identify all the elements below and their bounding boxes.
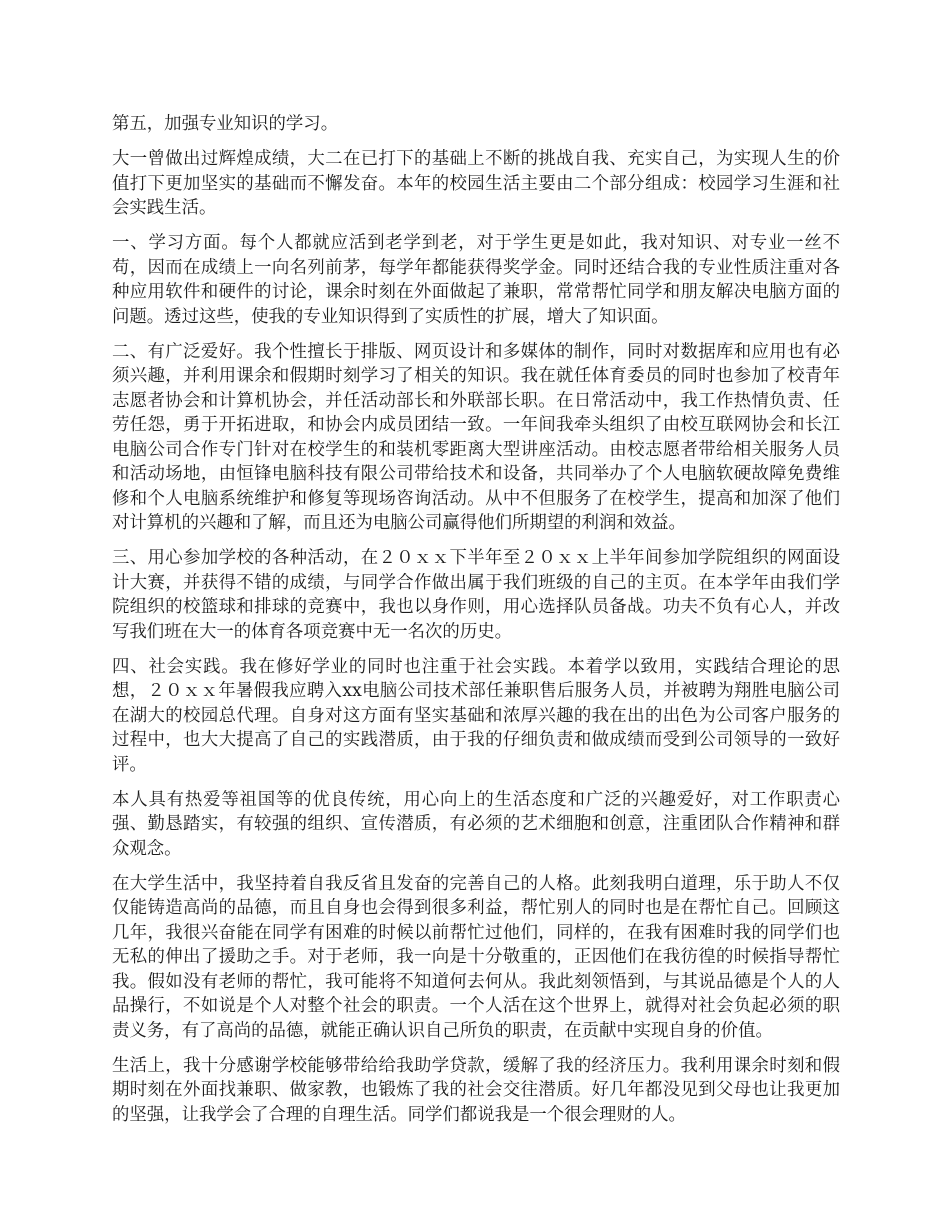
document-page [112, 112, 840, 1138]
paragraph-college-life: 在大学生活中，我坚持着自我反省且发奋的完善自己的人格。此刻我明白道理，乐于助人不仅仅能铸造高尚的品德，而且自身也会得到很多利益，帮忙别人的同时也是在帮忙自己。回顾这几年，我很兴奋能在同学有困难的时候以前帮忙过他们，同样的，在我有困难时我的同学们也无私的伸出了援助之手。对于老师，我一向是十分敬重的，正因他们在我彷徨的时候指导帮忙我。假如没有老师的帮忙，我可能将不知道何去何从。我此刻领悟到，与其说品德是个人的人品操行，不如说是个人对整个社会的职责。一个人活在这个世界上，就得对社会负起必须的职责义务，有了高尚的品德，就能正确认识自己所负的职责，在贡献中实现自身的价值。 [112, 873, 840, 1041]
paragraph-heading-fifth: 第五，加强专业知识的学习。 [112, 114, 339, 134]
paragraph-personal-traits: 本人具有热爱等祖国等的优良传统，用心向上的生活态度和广泛的兴趣爱好，对工作职责心强、勤恳踏实，有较强的组织、宣传潜质，有必须的艺术细胞和创意，注重团队合作精神和群众观念。 [112, 789, 840, 859]
paragraph-study: 一、学习方面。每个人都就应活到老学到老，对于学生更是如此，我对知识、对专业一丝不苟，因而在成绩上一向名列前茅，每学年都能获得奖学金。同时还结合我的专业性质注重对各种应用软件和硬件的讨论，课余时刻在外面做起了兼职，常常帮忙同学和朋友解决电脑方面的问题。透过这些，使我的专业知识得到了实质性的扩展，增大了知识面。 [112, 233, 840, 327]
paragraph-intro: 大一曾做出过辉煌成绩，大二在已打下的基础上不断的挑战自我、充实自己，为实现人生的价值打下更加坚实的基础而不懈发奋。本年的校园生活主要由二个部分组成：校园学习生涯和社会实践生活。 [112, 149, 840, 218]
paragraph-hobbies: 二、有广泛爱好。我个性擅长于排版、网页设计和多媒体的制作，同时对数据库和应用也有必须兴趣，并利用课余和假期时刻学习了相关的知识。我在就任体育委员的同时也参加了校青年志愿者协会和计算机协会，并任活动部长和外联部长职。在日常活动中，我工作热情负责、任劳任怨，勇于开拓进取，和协会内成员团结一致。一年间我牵头组织了由校互联网协会和长江电脑公司合作专门针对在校学生的和装机零距离大型讲座活动。由校志愿者带给相关服务人员和活动场地，由恒锋电脑科技有限公司带给技术和设备，共同举办了个人电脑软硬故障免费维修和个人电脑系统维护和修复等现场咨询活动。从中不但服务了在校学生，提高和加深了他们对计算机的兴趣和了解，而且还为电脑公司赢得他们所期望的利润和效益。 [112, 341, 840, 533]
paragraph-social-practice: 四、社会实践。我在修好学业的同时也注重于社会实践。本着学以致用，实践结合理论的思想，２０ｘｘ年暑假我应聘入xx电脑公司技术部任兼职售后服务人员，并被聘为翔胜电脑公司在湖大的校园总代理。自身对这方面有坚实基础和浓厚兴趣的我在出的出色为公司客户服务的过程中，也大大提高了自己的实践潜质，由于我的仔细负责和做成绩而受到公司领导的一致好评。 [112, 656, 840, 775]
paragraph-activities: 三、用心参加学校的各种活动，在２０ｘｘ下半年至２０ｘｘ上半年间参加学院组织的网面设计大赛，并获得不错的成绩，与同学合作做出属于我们班级的自己的主页。在本学年由我们学院组织的校篮球和排球的竞赛中，我也以身作则，用心选择队员备战。功夫不负有心人，并改写我们班在大一的体育各项竞赛中无一名次的历史。 [112, 548, 840, 642]
paragraph-living: 生活上，我十分感谢学校能够带给给我助学贷款，缓解了我的经济压力。我利用课余时刻和假期时刻在外面找兼职、做家教，也锻炼了我的社会交往潜质。好几年都没见到父母也让我更加的坚强，让我学会了合理的自理生活。同学们都说我是一个很会理财的人。 [112, 1055, 840, 1125]
